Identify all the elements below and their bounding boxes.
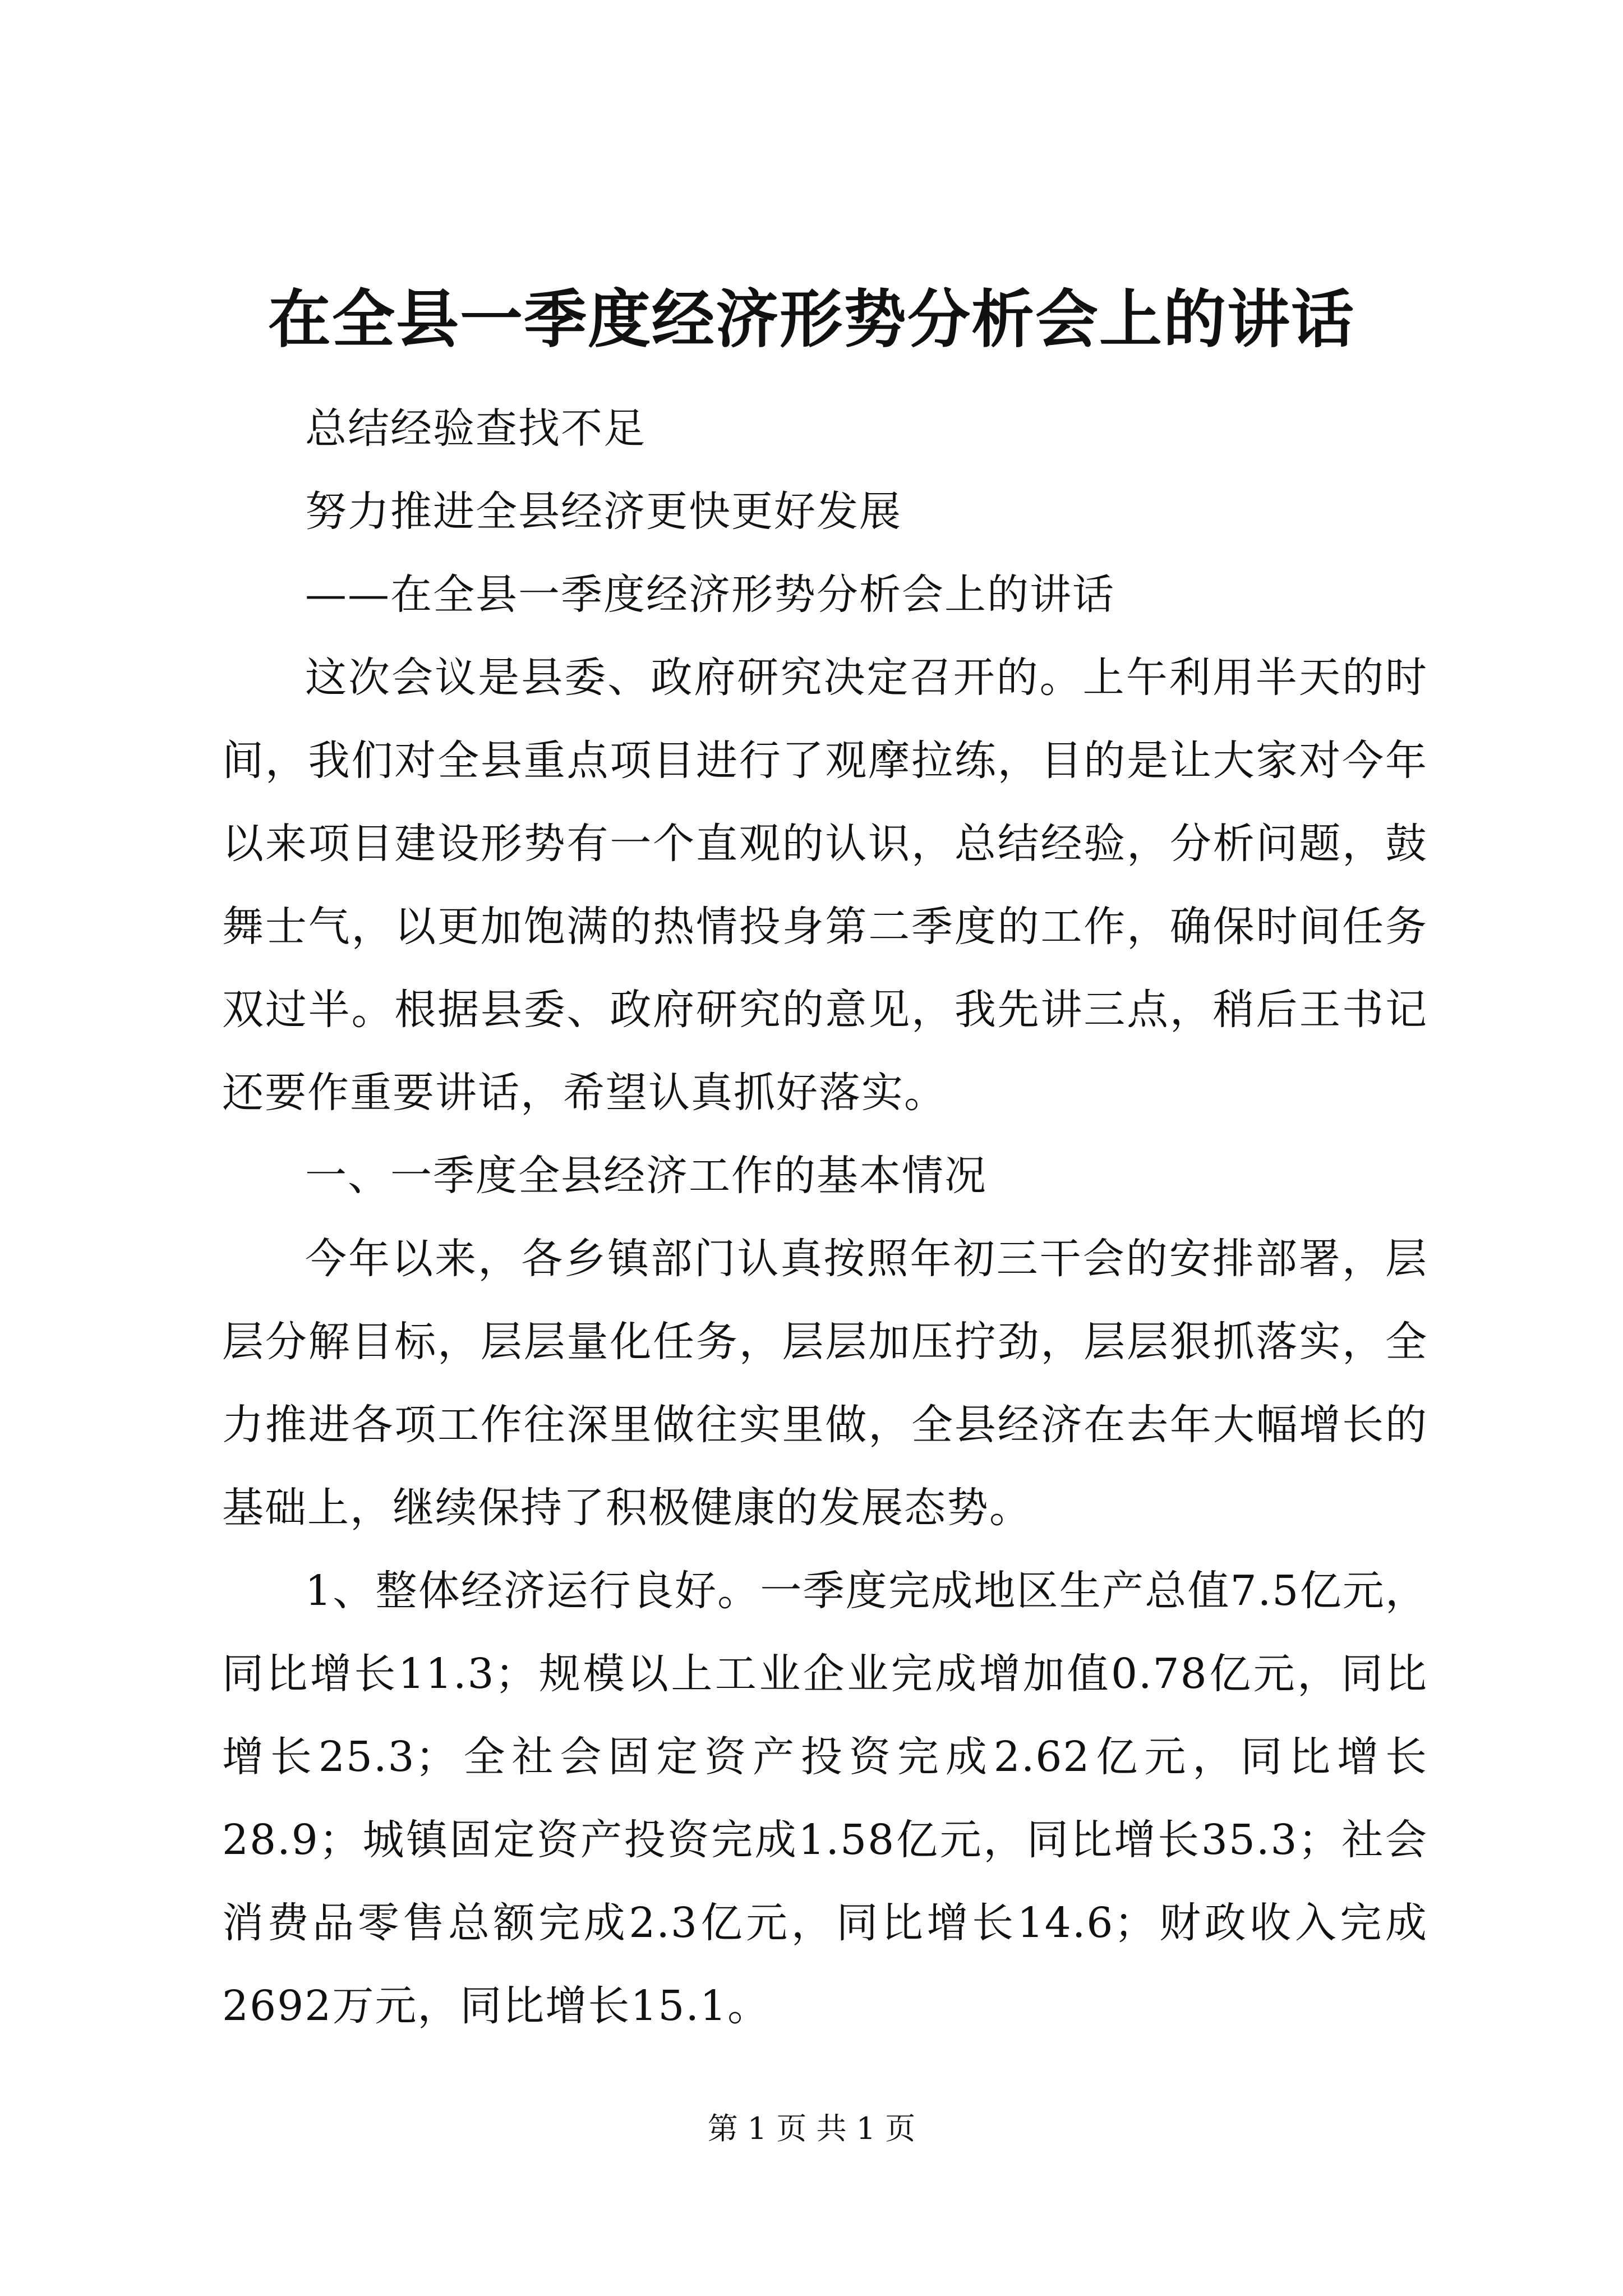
page-number-footer: 第 1 页 共 1 页 [707,2111,916,2146]
paragraph-economy-stats: 1、整体经济运行良好。一季度完成地区生产总值7.5亿元，同比增长11.3；规模以上工业企业完成增加值0.78亿元，同比增长25.3；全社会固定资产投资完成2.62亿元，同比增长28.9；城镇固定资产投资完成1.58亿元，同比增长35.3；社会消费品零售总额完成2.3亿元，同比增长14.6；财政收入完成2692万元，同比增长15.1。 [222,1567,1428,2030]
subtitle-line-2: 努力推进全县经济更快更好发展 [305,487,902,536]
paragraph-overview: 今年以来，各乡镇部门认真按照年初三干会的安排部署，层层分解目标，层层量化任务，层层加压拧劲，层层狠抓落实，全力推进各项工作往深里做往实里做，全县经济在去年大幅增长的基础上，继续保持了积极健康的发展态势。 [222,1235,1428,1532]
section-heading-1: 一、一季度全县经济工作的基本情况 [305,1152,987,1200]
paragraph-intro: 这次会议是县委、政府研究决定召开的。上午利用半天的时间，我们对全县重点项目进行了观摩拉练，目的是让大家对今年以来项目建设形势有一个直观的认识，总结经验，分析问题，鼓舞士气，以更加饱满的热情投身第二季度的工作，确保时间任务双过半。根据县委、政府研究的意见，我先讲三点，稍后王书记还要作重要讲话，希望认真抓好落实。 [222,654,1428,1117]
subtitle-line-1: 总结经验查找不足 [305,404,646,453]
subtitle-line-3: ——在全县一季度经济形势分析会上的讲话 [305,570,1115,619]
document-title: 在全县一季度经济形势分析会上的讲话 [268,283,1355,356]
